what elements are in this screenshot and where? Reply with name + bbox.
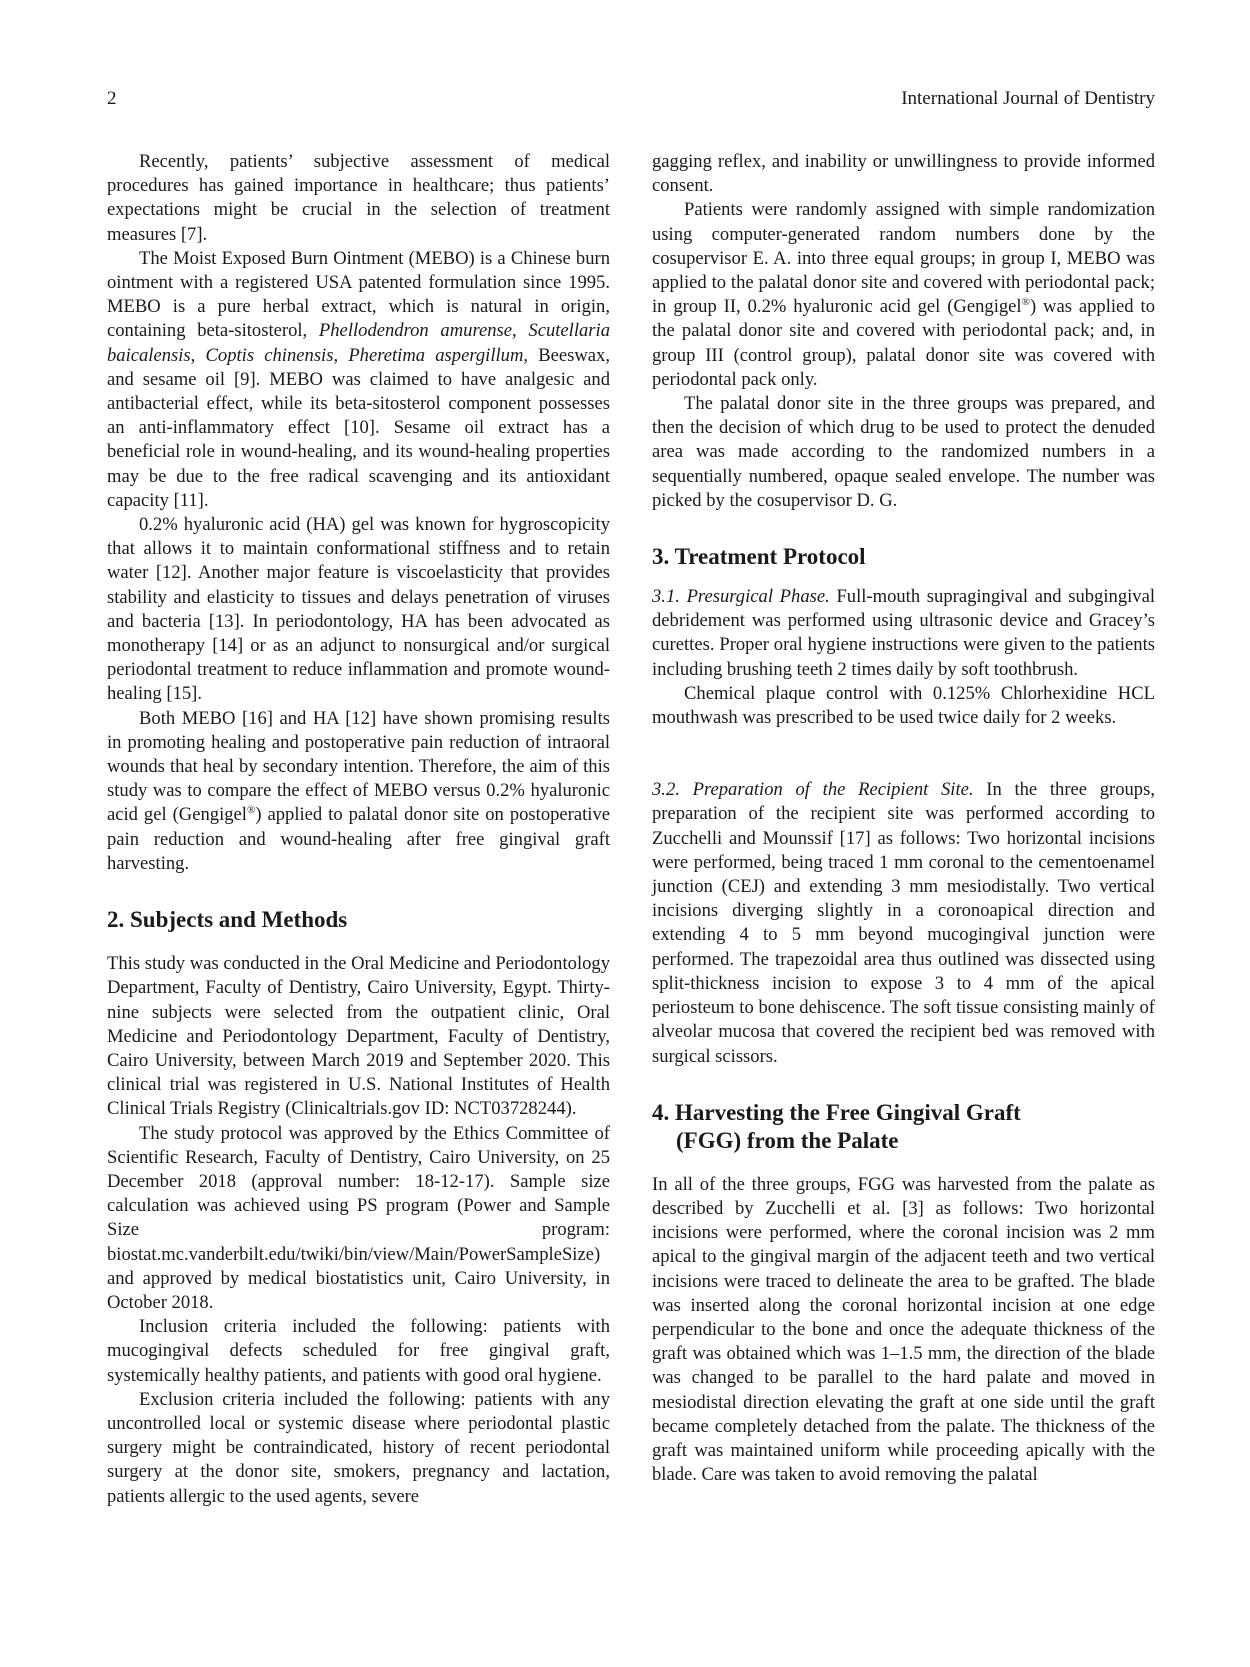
subsection-paragraph: 3.1. Presurgical Phase. Full-mouth supragingival and subgingival debridement was performed using ultrasonic device and Gracey’s curettes. Proper oral hygiene instructions were given to the patients including brushing teeth 2 times daily by soft toothbrush. [652, 586, 1155, 680]
paragraph: Both MEBO [16] and HA [12] have shown promising results in promoting healing and postoperative pain reduction of intraoral wounds that heal by secondary intention. Therefore, the aim of this study was to compare the effect of MEBO versus 0.2% hyaluronic acid gel (Gengigel®) applied to palatal donor site on postoperative pain reduction and wound-healing after free gingival graft harvesting. [107, 707, 610, 874]
section-heading: 2. Subjects and Methods [107, 907, 348, 933]
page-number: 2 [107, 88, 117, 109]
subsection-title: 3.1. Presurgical Phase. [652, 586, 830, 608]
paragraph: Patients were randomly assigned with simple randomization using computer-generated random numbers done by the cosupervisor E. A. into three equal groups; in group I, MEBO was applied to the palatal donor site and covered with periodontal pack; in group II, 0.2% hyaluronic acid gel (Gengigel®) was applied to the palatal donor site and covered with periodontal pack; and, in group III (control group), palatal donor site was covered with periodontal pack only. [652, 199, 1155, 390]
paragraph: Recently, patients’ subjective assessment of medical procedures has gained importance in healthcare; thus patients’ expectations might be crucial in the selection of treatment measures [7]. [107, 151, 610, 245]
subsection-title: 3.2. Preparation of the Recipient Site. [652, 779, 974, 801]
left-column [107, 150, 610, 1509]
subsection-paragraph: 3.2. Preparation of the Recipient Site. In the three groups, preparation of the recipient site was performed according to Zucchelli and Mounssif [17] as follows: Two horizontal incisions were performed, being traced 1 mm coronal to the cementoenamel junction (CEJ) and extending 3 mm mesiodistally. Two vertical incisions diverging slightly in a coronoapical direction and extending 4 to 5 mm beyond mucogingival junction were performed. The trapezoidal area thus outlined was dissected using split-thickness incision to expose 3 to 4 mm of the apical periosteum to bone dehiscence. The soft tissue consisting mainly of alveolar mucosa that covered the recipient bed was removed with surgical scissors. [652, 779, 1155, 1067]
section-heading: 3. Treatment Protocol [652, 544, 866, 570]
paragraph: Inclusion criteria included the following: patients with mucogingival defects scheduled for free gingival graft, systemically healthy patients, and patients with good oral hygiene. [107, 1316, 610, 1386]
right-column [652, 150, 1155, 1487]
paragraph: Chemical plaque control with 0.125% Chlorhexidine HCL mouthwash was prescribed to be used twice daily for 2 weeks. [652, 682, 1155, 729]
paragraph: The study protocol was approved by the Ethics Committee of Scientific Research, Faculty of Dentistry, Cairo University, on 25 December 2018 (approval number: 18-12-17). Sample size calculation was achieved using PS program (Power and Sample Size program: biostat.mc.vanderbilt.edu/twiki/bin/view/Main/PowerSampleSize) and approved by medical biostatistics unit, Cairo University, in October 2018. [107, 1122, 610, 1313]
section-heading: 4. Harvesting the Free Gingival Graft (FGG) from the Palate [652, 1099, 1021, 1153]
running-header [107, 88, 1155, 116]
paragraph: The palatal donor site in the three groups was prepared, and then the decision of which drug to be used to protect the denuded area was made according to the randomized numbers in a sequentially numbered, opaque sealed envelope. The number was picked by the cosupervisor D. G. [652, 393, 1155, 511]
journal-name: International Journal of Dentistry [901, 88, 1155, 109]
paragraph: This study was conducted in the Oral Medicine and Periodontology Department, Faculty of Dentistry, Cairo University, Egypt. Thirty-nine subjects were selected from the outpatient clinic, Oral Medicine and Periodontology Department, Faculty of Dentistry, Cairo University, between March 2019 and September 2020. This clinical trial was registered in U.S. National Institutes of Health Clinical Trials Registry (Clinicaltrials.gov ID: NCT03728244). [107, 953, 610, 1120]
paragraph: 0.2% hyaluronic acid (HA) gel was known for hygroscopicity that allows it to maintain conformational stiffness and to retain water [12]. Another major feature is viscoelasticity that provides stability and elasticity to tissues and delays penetration of viruses and bacteria [13]. In periodontology, HA has been advocated as monotherapy [14] or as an adjunct to nonsurgical and/or surgical periodontal treatment to reduce inflammation and promote wound-healing [15]. [107, 514, 610, 705]
paragraph: Exclusion criteria included the following: patients with any uncontrolled local or systemic disease where periodontal plastic surgery might be contraindicated, history of recent periodontal surgery at the donor site, smokers, pregnancy and lactation, patients allergic to the used agents, severe [107, 1388, 610, 1507]
paragraph: gagging reflex, and inability or unwillingness to provide informed consent. [652, 151, 1155, 197]
paragraph: In all of the three groups, FGG was harvested from the palate as described by Zucchelli et al. [3] as follows: Two horizontal incisions were performed, where the coronal incision was 2 mm apical to the gingival margin of the adjacent teeth and two vertical incisions were traced to delineate the area to be grafted. The blade was inserted along the coronal horizontal incision at one edge perpendicular to the bone and once the adequate thickness of the graft was obtained which was 1–1.5 mm, the direction of the blade was changed to be parallel to the hard palate and moved in mesiodistal direction elevating the graft at one side until the graft became completely detached from the palate. The thickness of the graft was maintained uniform while proceeding apically with the blade. Care was taken to avoid removing the palatal [652, 1173, 1155, 1486]
paragraph: The Moist Exposed Burn Ointment (MEBO) is a Chinese burn ointment with a registered USA patented formulation since 1995. MEBO is a pure herbal extract, which is natural in origin, containing beta-sitosterol, Phellodendron amurense, Scutellaria baicalensis, Coptis chinensis, Pheretima aspergillum, Beeswax, and sesame oil [9]. MEBO was claimed to have analgesic and antibacterial effect, while its beta-sitosterol component possesses an anti-inflammatory effect [10]. Sesame oil extract has a beneficial role in wound-healing, and its wound-healing properties may be due to the free radical scavenging and its antioxidant capacity [11]. [107, 247, 611, 511]
